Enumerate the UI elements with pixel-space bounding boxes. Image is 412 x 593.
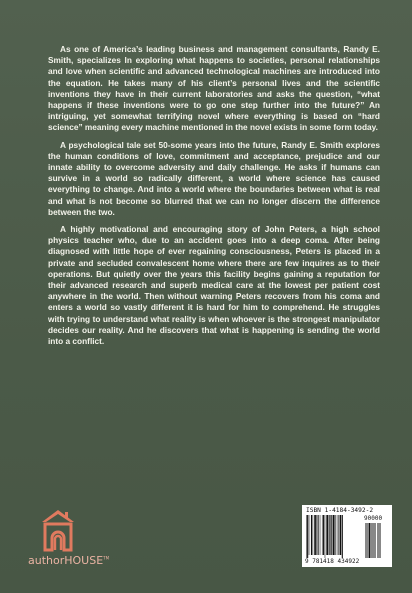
blurb-paragraph-2: A psychological tale set 50-some years into the future, Randy E. Smith explores the human conditions of love, commitment and acceptance, prejudice and our innate ability to overcome adversity and daily challenge. He asks if humans can survive in a world so radically different, a world where science has caused everything to change. And into a world where the boundaries between what is real and what is not become so blurred that we can no longer discern the difference between the two. <box>48 139 380 217</box>
blurb-paragraph-3: A highly motivational and encouraging story of John Peters, a high school physics teacher who, due to an accident goes into a deep coma. After being diagnosed with little hope of ever regaining consciousness, Peters is placed in a private and secluded convalescent home where there are few inquires as to their operations. But quietly over the years this facility begins gaining a reputation for their advanced research and superb medical care at the lowest per patient cost anywhere in the world. Then without warning Peters recovers from his coma and enters a world so vastly different it is hard for him to comprehend. He struggles with trying to understand what reality is when whoever is the strongest manipulator decides our reality. And he discovers that what is happening is sending the world into a conflict. <box>48 224 380 347</box>
trademark: TM <box>103 555 110 561</box>
ean-text: 9 781418 434922 <box>305 558 360 565</box>
isbn-text: ISBN 1-4184-3492-2 <box>306 507 374 514</box>
price-code: 90000 <box>364 515 383 522</box>
barcode-bars <box>305 515 389 559</box>
publisher-logo <box>28 508 128 578</box>
blurb <box>48 44 380 353</box>
publisher-name <box>28 554 109 567</box>
barcode <box>302 505 392 567</box>
blurb-paragraph-1: As one of America’s leading business and management consultants, Randy E. Smith, specializes In exploring what happens to societies, personal relationships and love when scientific and advanced technological machines are introduced into the equation. He takes many of his client’s personal lives and the scientific inventions they have in their current laboratories and asks the question, “what happens if these inventions were to go one step further into the future?” An intriguing, yet somewhat terrifying novel where everything is based on “hard science” meaning every machine mentioned in the novel exists in some form today. <box>48 44 380 133</box>
authorhouse-logo-icon <box>40 508 76 552</box>
publisher-name-text: authorHOUSE <box>28 554 104 567</box>
